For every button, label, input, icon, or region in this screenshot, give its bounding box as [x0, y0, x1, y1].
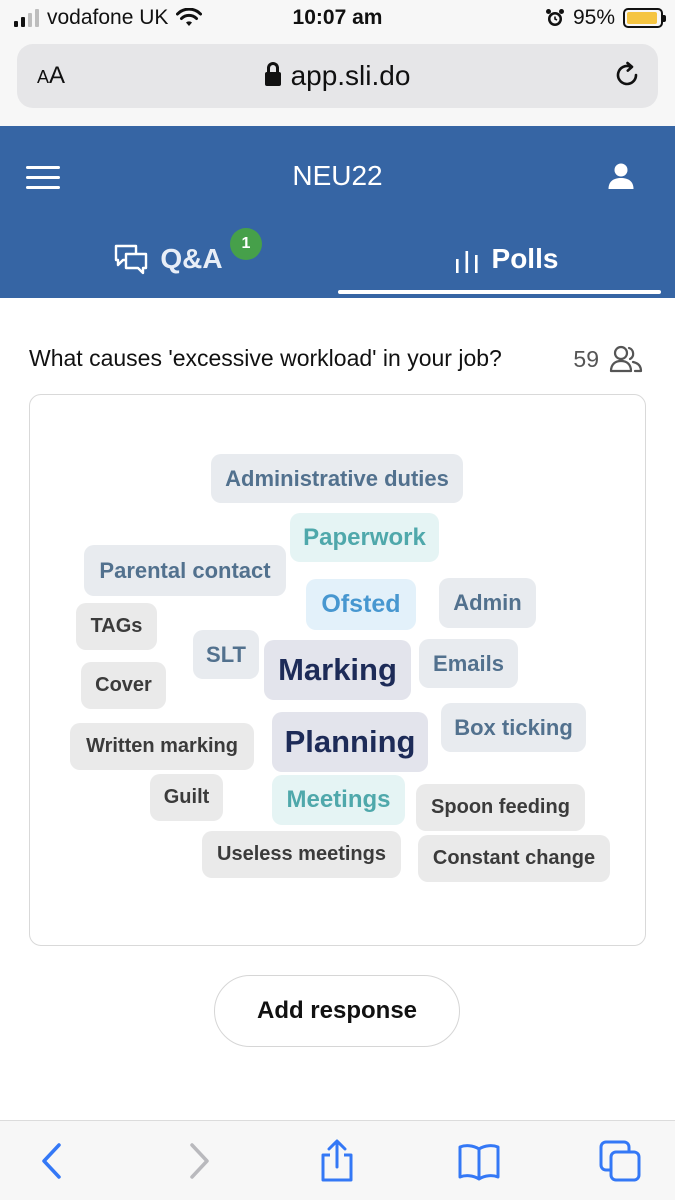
user-icon[interactable] — [607, 162, 635, 190]
aa-big: A — [49, 62, 66, 89]
bar-chart-icon — [454, 245, 480, 273]
tab-bar — [0, 220, 675, 298]
active-tab-indicator — [338, 290, 661, 294]
poll-question: What causes 'excessive workload' in your job? — [29, 345, 502, 371]
word-constant-change: Constant change — [418, 835, 610, 882]
qa-badge: 1 — [230, 228, 262, 260]
clock: 10:07 am — [292, 6, 383, 29]
browser-toolbar — [0, 40, 675, 126]
app-header — [0, 126, 675, 298]
lock-icon — [265, 72, 281, 86]
people-icon — [609, 344, 643, 374]
status-bar — [0, 0, 675, 40]
battery-percent: 95% — [572, 6, 615, 29]
word-administrative-duties: Administrative duties — [211, 454, 463, 503]
back-icon[interactable] — [31, 1139, 75, 1183]
event-title: NEU22 — [292, 160, 383, 191]
word-box-ticking: Box ticking — [441, 703, 586, 752]
word-written-marking: Written marking — [70, 723, 254, 770]
browser-bottom-bar — [0, 1120, 675, 1200]
word-emails: Emails — [419, 639, 518, 688]
word-guilt: Guilt — [150, 774, 223, 821]
word-ofsted: Ofsted — [306, 579, 416, 630]
forward-icon[interactable] — [176, 1139, 220, 1183]
tab-polls-label: Polls — [491, 243, 559, 274]
tab-qa-label: Q&A — [160, 243, 223, 274]
share-icon[interactable] — [315, 1139, 359, 1183]
word-cover: Cover — [81, 662, 166, 709]
word-admin: Admin — [439, 578, 536, 628]
word-spoon-feeding: Spoon feeding — [416, 784, 585, 831]
tab-polls[interactable] — [337, 220, 675, 298]
word-slt: SLT — [193, 630, 259, 679]
word-useless-meetings: Useless meetings — [202, 831, 401, 878]
url-text: app.sli.do — [290, 60, 411, 91]
reload-icon[interactable] — [612, 60, 642, 90]
participant-count — [573, 344, 643, 374]
tabs-icon[interactable] — [598, 1139, 642, 1183]
url-display[interactable] — [17, 60, 658, 92]
word-marking: Marking — [264, 640, 411, 700]
address-bar[interactable] — [17, 44, 658, 108]
word-tags: TAGs — [76, 603, 157, 650]
participant-number: 59 — [573, 345, 599, 372]
bookmarks-icon[interactable] — [457, 1139, 501, 1183]
battery-icon — [623, 8, 663, 28]
add-response-button[interactable]: Add response — [214, 975, 460, 1047]
word-paperwork: Paperwork — [290, 513, 439, 562]
alarm-icon — [545, 8, 565, 28]
battery-info — [545, 6, 663, 30]
aa-small: A — [37, 67, 50, 87]
word-planning: Planning — [272, 712, 428, 772]
tab-qa[interactable] — [0, 220, 337, 298]
carrier-name: vodafone UK — [47, 6, 169, 29]
chat-bubbles-icon — [114, 243, 148, 275]
word-meetings: Meetings — [272, 775, 405, 825]
word-parental-contact: Parental contact — [84, 545, 286, 596]
